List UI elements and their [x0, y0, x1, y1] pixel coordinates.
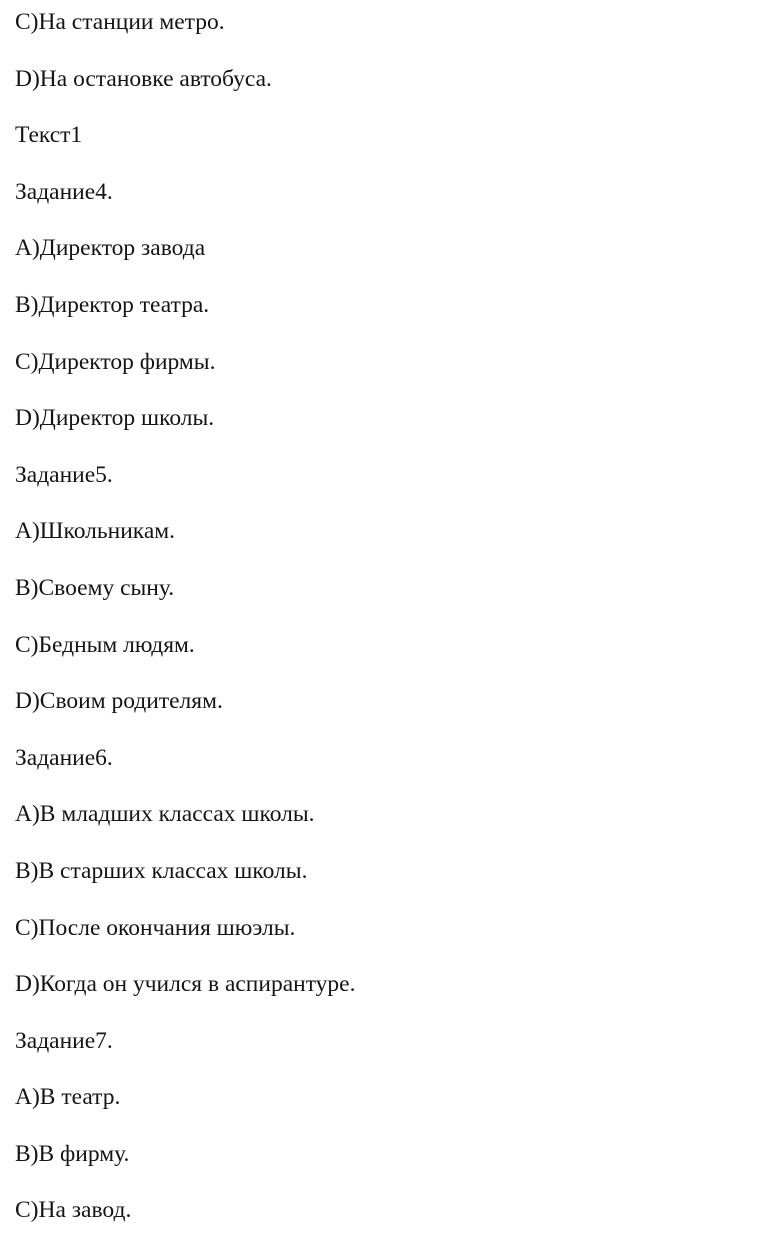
document-page: [15, 0, 765, 1245]
option-line: B)Своему сыну.: [15, 574, 175, 601]
option-line: D)Директор школы.: [15, 405, 215, 432]
option-line: A)В театр.: [15, 1084, 121, 1111]
option-line: C)На станции метро.: [15, 9, 225, 35]
option-line: B)В старших классах школы.: [15, 857, 308, 884]
option-line: D)Когда он учился в аспирантуре.: [15, 971, 356, 998]
option-line: C)После окончания шюэлы.: [15, 914, 296, 941]
option-line: A)Школьникам.: [15, 518, 176, 545]
task-heading: Задание7.: [15, 1027, 113, 1054]
option-line: B)Директор театра.: [15, 291, 210, 318]
option-line: C)Бедным людям.: [15, 631, 195, 658]
option-line: C)На завод.: [15, 1197, 132, 1224]
task-heading: Задание6.: [15, 744, 113, 771]
text-heading: Текст1: [15, 122, 83, 149]
option-line: D)Своим родителям.: [15, 688, 223, 715]
option-line: A)В младших классах школы.: [15, 801, 315, 828]
option-line: C)Директор фирмы.: [15, 348, 216, 375]
option-line: B)В фирму.: [15, 1140, 130, 1167]
option-line: D)На остановке автобуса.: [15, 65, 272, 92]
option-line: A)Директор завода: [15, 235, 206, 262]
task-heading: Задание4.: [15, 178, 113, 205]
task-heading: Задание5.: [15, 461, 113, 488]
